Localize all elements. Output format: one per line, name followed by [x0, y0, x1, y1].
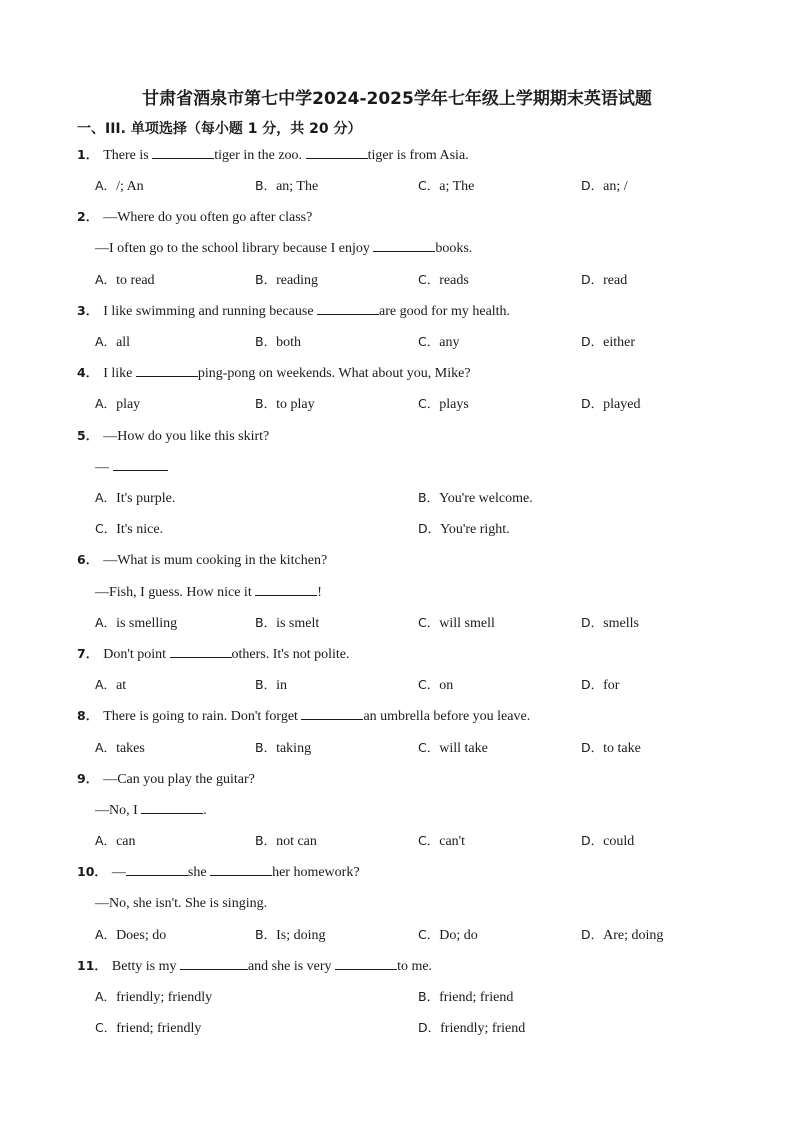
question-5-option-a[interactable]: A．It's purple.: [95, 490, 176, 506]
section-header: 一、III. 单项选择（每小题 1 分，共 20 分）: [77, 121, 362, 137]
question-5-option-d[interactable]: D．You're right.: [418, 521, 510, 537]
question-3-option-d[interactable]: D．either: [581, 334, 636, 350]
question-6-option-b[interactable]: B．is smelt: [255, 615, 320, 631]
question-8-option-d[interactable]: D．to take: [581, 740, 641, 756]
question-9-stem: 9． —Can you play the guitar?: [77, 771, 255, 787]
question-11-stem: 11． Betty is my and she is very to me.: [77, 958, 433, 974]
question-5-stem: 5． —How do you like this skirt?: [77, 428, 270, 444]
question-4-option-b[interactable]: B．to play: [255, 396, 315, 412]
question-10-response: —No, she isn't. She is singing.: [95, 896, 268, 911]
question-7-option-b[interactable]: B．in: [255, 677, 287, 693]
question-1-option-a[interactable]: A．/; An: [95, 178, 144, 194]
question-1-option-b[interactable]: B．an; The: [255, 178, 319, 194]
question-4-stem: 4． I like ping-pong on weekends. What about you, Mike?: [77, 365, 471, 381]
question-7-option-d[interactable]: D．for: [581, 677, 620, 693]
question-2-option-d[interactable]: D．read: [581, 272, 628, 288]
answer-blank[interactable]: [306, 146, 368, 159]
question-3-option-a[interactable]: A．all: [95, 334, 131, 350]
answer-blank[interactable]: [210, 863, 272, 876]
answer-blank[interactable]: [301, 707, 363, 720]
question-1-stem: 1． There is tiger in the zoo. tiger is from Asia.: [77, 147, 469, 163]
question-2-option-a[interactable]: A．to read: [95, 272, 155, 288]
question-6-option-c[interactable]: C．will smell: [418, 615, 495, 631]
answer-blank[interactable]: [136, 364, 198, 377]
question-5-option-b[interactable]: B．You're welcome.: [418, 490, 533, 506]
question-2-stem: 2． —Where do you often go after class?: [77, 209, 313, 225]
question-2-response: —I often go to the school library because I enjoy books.: [95, 241, 473, 256]
question-2-option-c[interactable]: C．reads: [418, 272, 469, 288]
question-11-option-c[interactable]: C．friend; friendly: [95, 1020, 202, 1036]
question-9-response: —No, I .: [95, 803, 207, 818]
question-6-response: —Fish, I guess. How nice it !: [95, 585, 322, 600]
question-10-option-a[interactable]: A．Does; do: [95, 927, 167, 943]
question-9-option-b[interactable]: B．not can: [255, 833, 317, 849]
question-6-stem: 6． —What is mum cooking in the kitchen?: [77, 552, 328, 568]
question-7-stem: 7． Don't point others. It's not polite.: [77, 646, 350, 662]
question-1-option-c[interactable]: C．a; The: [418, 178, 475, 194]
answer-blank[interactable]: [113, 458, 168, 471]
question-3-option-c[interactable]: C．any: [418, 334, 460, 350]
question-3-option-b[interactable]: B．both: [255, 334, 301, 350]
question-10-option-d[interactable]: D．Are; doing: [581, 927, 664, 943]
question-9-option-c[interactable]: C．can't: [418, 833, 466, 849]
question-11-option-d[interactable]: D．friendly; friend: [418, 1020, 526, 1036]
question-5-response: —: [95, 458, 168, 477]
answer-blank[interactable]: [373, 239, 435, 252]
answer-blank[interactable]: [335, 957, 397, 970]
answer-blank[interactable]: [180, 957, 248, 970]
answer-blank[interactable]: [126, 863, 188, 876]
question-10-option-c[interactable]: C．Do; do: [418, 927, 478, 943]
question-7-option-a[interactable]: A．at: [95, 677, 127, 693]
question-6-option-a[interactable]: A．is smelling: [95, 615, 178, 631]
answer-blank[interactable]: [141, 801, 203, 814]
question-8-option-a[interactable]: A．takes: [95, 740, 145, 756]
question-11-option-b[interactable]: B．friend; friend: [418, 989, 514, 1005]
question-9-option-d[interactable]: D．could: [581, 833, 635, 849]
question-6-option-d[interactable]: D．smells: [581, 615, 639, 631]
question-9-option-a[interactable]: A．can: [95, 833, 136, 849]
question-2-option-b[interactable]: B．reading: [255, 272, 319, 288]
question-7-option-c[interactable]: C．on: [418, 677, 454, 693]
answer-blank[interactable]: [170, 645, 232, 658]
question-10-stem: 10． — she her homework?: [77, 864, 360, 880]
question-1-option-d[interactable]: D．an; /: [581, 178, 628, 194]
question-8-stem: 8． There is going to rain. Don't forget an umbrella before you leave.: [77, 708, 531, 724]
question-8-option-c[interactable]: C．will take: [418, 740, 488, 756]
question-4-option-c[interactable]: C．plays: [418, 396, 469, 412]
answer-blank[interactable]: [317, 302, 379, 315]
answer-blank[interactable]: [152, 146, 214, 159]
question-4-option-a[interactable]: A．play: [95, 396, 141, 412]
question-11-option-a[interactable]: A．friendly; friendly: [95, 989, 213, 1005]
answer-blank[interactable]: [255, 583, 317, 596]
question-8-option-b[interactable]: B．taking: [255, 740, 312, 756]
question-3-stem: 3． I like swimming and running because are good for my health.: [77, 303, 511, 319]
page-title: 甘肃省酒泉市第七中学2024-2025学年七年级上学期期末英语试题: [142, 89, 652, 109]
question-10-option-b[interactable]: B．Is; doing: [255, 927, 326, 943]
question-5-option-c[interactable]: C．It's nice.: [95, 521, 164, 537]
question-4-option-d[interactable]: D．played: [581, 396, 641, 412]
